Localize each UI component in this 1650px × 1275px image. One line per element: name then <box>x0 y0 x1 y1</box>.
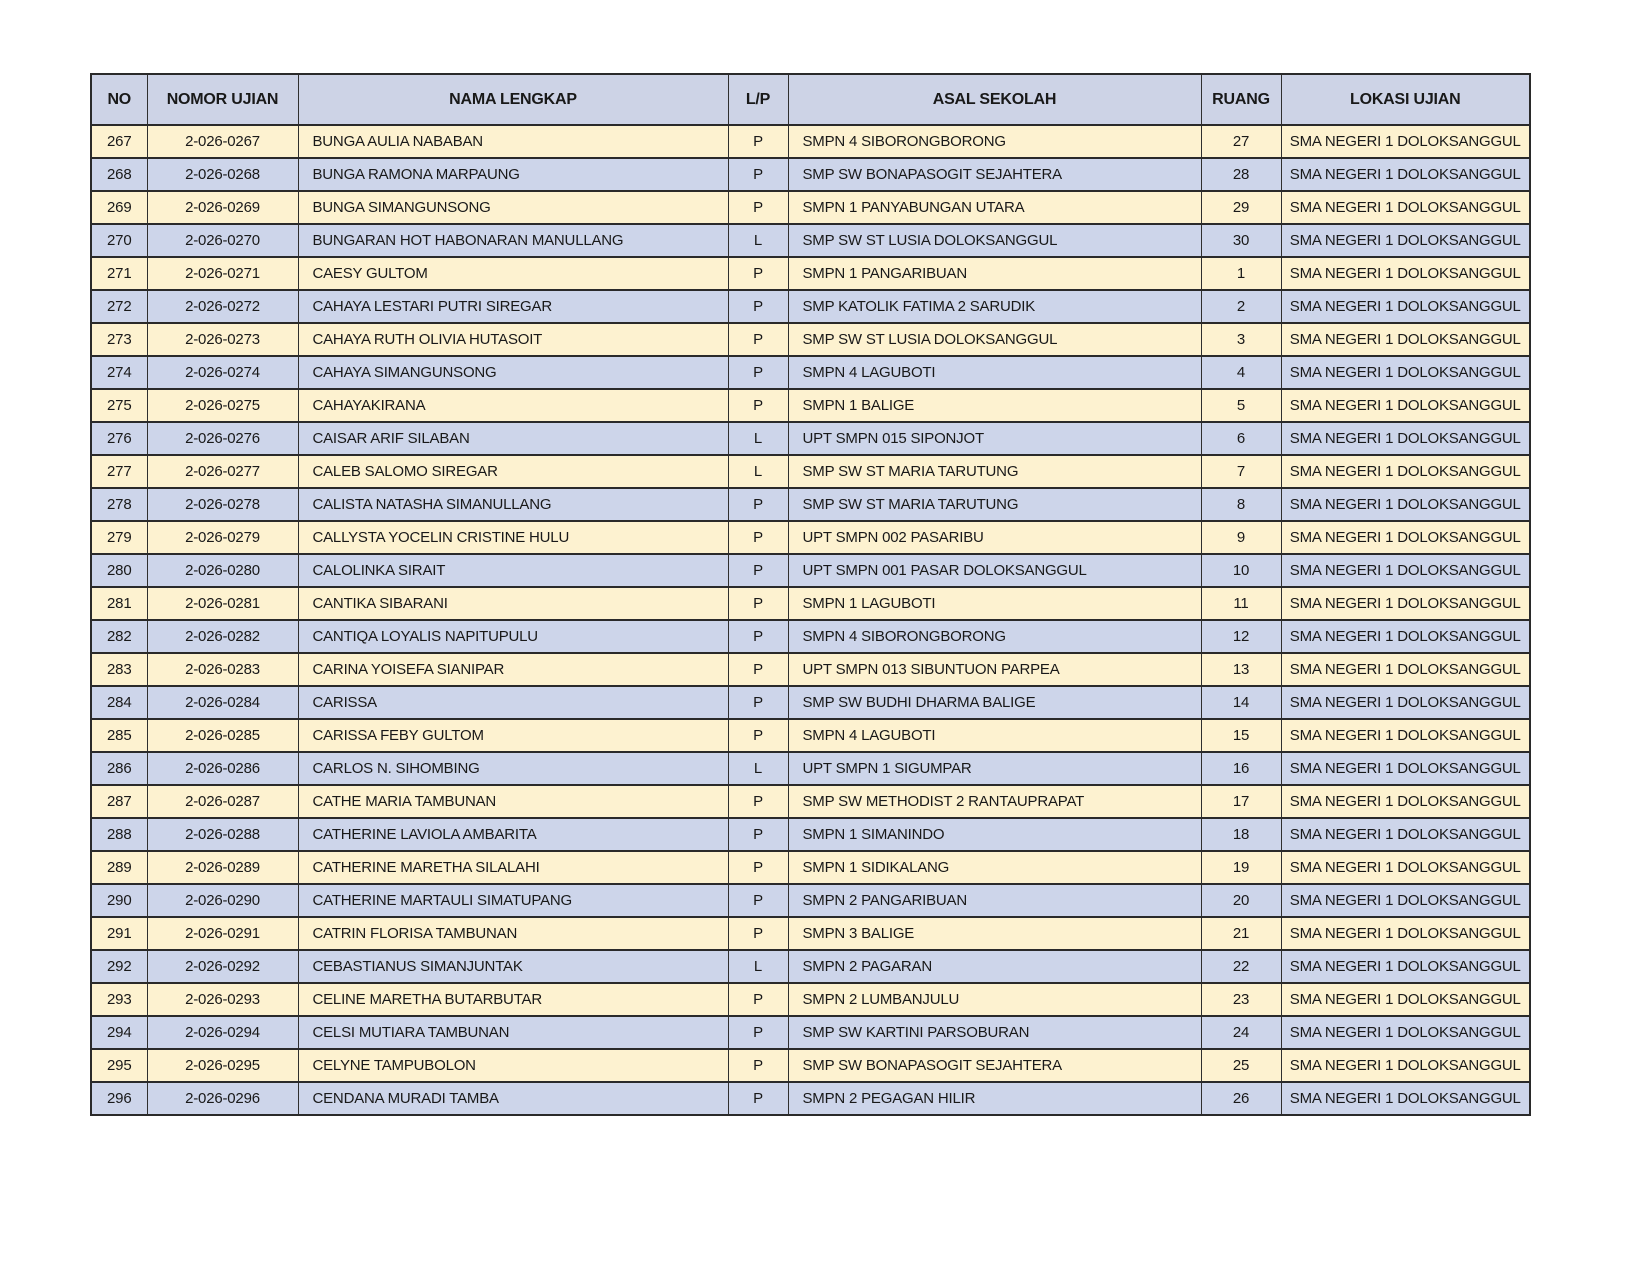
cell-nomor_ujian: 2-026-0274 <box>147 356 298 389</box>
cell-nomor_ujian: 2-026-0279 <box>147 521 298 554</box>
cell-nama_lengkap: CATHERINE MARETHA SILALAHI <box>298 851 728 884</box>
cell-nama_lengkap: CATRIN FLORISA TAMBUNAN <box>298 917 728 950</box>
table-row <box>91 488 1530 521</box>
cell-no: 268 <box>91 158 147 191</box>
cell-lokasi_ujian: SMA NEGERI 1 DOLOKSANGGUL <box>1281 785 1530 818</box>
cell-lp: P <box>728 158 788 191</box>
table-body <box>91 125 1530 1115</box>
cell-lokasi_ujian: SMA NEGERI 1 DOLOKSANGGUL <box>1281 851 1530 884</box>
cell-asal_sekolah: UPT SMPN 015 SIPONJOT <box>788 422 1201 455</box>
cell-ruang: 29 <box>1201 191 1281 224</box>
cell-nama_lengkap: BUNGA RAMONA MARPAUNG <box>298 158 728 191</box>
cell-lp: P <box>728 356 788 389</box>
cell-lp: P <box>728 620 788 653</box>
cell-nomor_ujian: 2-026-0283 <box>147 653 298 686</box>
cell-lp: P <box>728 554 788 587</box>
cell-asal_sekolah: SMPN 1 BALIGE <box>788 389 1201 422</box>
cell-nama_lengkap: CARINA YOISEFA SIANIPAR <box>298 653 728 686</box>
cell-ruang: 8 <box>1201 488 1281 521</box>
cell-ruang: 7 <box>1201 455 1281 488</box>
cell-no: 287 <box>91 785 147 818</box>
cell-ruang: 26 <box>1201 1082 1281 1115</box>
cell-ruang: 6 <box>1201 422 1281 455</box>
cell-nama_lengkap: CELINE MARETHA BUTARBUTAR <box>298 983 728 1016</box>
cell-lp: P <box>728 587 788 620</box>
cell-no: 269 <box>91 191 147 224</box>
cell-ruang: 27 <box>1201 125 1281 158</box>
cell-nomor_ujian: 2-026-0273 <box>147 323 298 356</box>
table-row <box>91 752 1530 785</box>
cell-nama_lengkap: CANTIQA LOYALIS NAPITUPULU <box>298 620 728 653</box>
cell-ruang: 22 <box>1201 950 1281 983</box>
cell-lp: P <box>728 1049 788 1082</box>
cell-nomor_ujian: 2-026-0268 <box>147 158 298 191</box>
cell-lp: P <box>728 818 788 851</box>
cell-asal_sekolah: SMPN 1 SIMANINDO <box>788 818 1201 851</box>
cell-nama_lengkap: CALEB SALOMO SIREGAR <box>298 455 728 488</box>
cell-nomor_ujian: 2-026-0288 <box>147 818 298 851</box>
cell-no: 290 <box>91 884 147 917</box>
table-row <box>91 554 1530 587</box>
cell-no: 267 <box>91 125 147 158</box>
cell-asal_sekolah: SMPN 3 BALIGE <box>788 917 1201 950</box>
cell-lokasi_ujian: SMA NEGERI 1 DOLOKSANGGUL <box>1281 818 1530 851</box>
cell-nomor_ujian: 2-026-0292 <box>147 950 298 983</box>
cell-asal_sekolah: UPT SMPN 013 SIBUNTUON PARPEA <box>788 653 1201 686</box>
cell-no: 293 <box>91 983 147 1016</box>
cell-nama_lengkap: BUNGA SIMANGUNSONG <box>298 191 728 224</box>
table-row <box>91 818 1530 851</box>
cell-lokasi_ujian: SMA NEGERI 1 DOLOKSANGGUL <box>1281 389 1530 422</box>
table-row <box>91 653 1530 686</box>
cell-ruang: 2 <box>1201 290 1281 323</box>
cell-nomor_ujian: 2-026-0272 <box>147 290 298 323</box>
cell-lokasi_ujian: SMA NEGERI 1 DOLOKSANGGUL <box>1281 719 1530 752</box>
table-row <box>91 686 1530 719</box>
cell-lokasi_ujian: SMA NEGERI 1 DOLOKSANGGUL <box>1281 950 1530 983</box>
cell-ruang: 13 <box>1201 653 1281 686</box>
cell-asal_sekolah: SMPN 4 LAGUBOTI <box>788 356 1201 389</box>
cell-lp: P <box>728 917 788 950</box>
cell-ruang: 1 <box>1201 257 1281 290</box>
cell-lp: P <box>728 719 788 752</box>
cell-no: 280 <box>91 554 147 587</box>
cell-ruang: 15 <box>1201 719 1281 752</box>
cell-nama_lengkap: CALISTA NATASHA SIMANULLANG <box>298 488 728 521</box>
cell-nomor_ujian: 2-026-0286 <box>147 752 298 785</box>
cell-asal_sekolah: SMP SW BONAPASOGIT SEJAHTERA <box>788 1049 1201 1082</box>
cell-nomor_ujian: 2-026-0296 <box>147 1082 298 1115</box>
cell-ruang: 11 <box>1201 587 1281 620</box>
cell-nama_lengkap: BUNGARAN HOT HABONARAN MANULLANG <box>298 224 728 257</box>
cell-no: 279 <box>91 521 147 554</box>
cell-nama_lengkap: CAHAYA SIMANGUNSONG <box>298 356 728 389</box>
table-row <box>91 158 1530 191</box>
cell-nomor_ujian: 2-026-0269 <box>147 191 298 224</box>
cell-lp: P <box>728 389 788 422</box>
cell-nomor_ujian: 2-026-0276 <box>147 422 298 455</box>
cell-nama_lengkap: CAHAYA LESTARI PUTRI SIREGAR <box>298 290 728 323</box>
cell-ruang: 19 <box>1201 851 1281 884</box>
cell-lokasi_ujian: SMA NEGERI 1 DOLOKSANGGUL <box>1281 488 1530 521</box>
cell-lokasi_ujian: SMA NEGERI 1 DOLOKSANGGUL <box>1281 422 1530 455</box>
cell-no: 285 <box>91 719 147 752</box>
cell-asal_sekolah: SMP SW BUDHI DHARMA BALIGE <box>788 686 1201 719</box>
cell-asal_sekolah: SMP SW KARTINI PARSOBURAN <box>788 1016 1201 1049</box>
cell-nomor_ujian: 2-026-0289 <box>147 851 298 884</box>
cell-lp: P <box>728 125 788 158</box>
cell-nama_lengkap: CAESY GULTOM <box>298 257 728 290</box>
cell-nama_lengkap: CENDANA MURADI TAMBA <box>298 1082 728 1115</box>
table-row <box>91 521 1530 554</box>
cell-lp: P <box>728 983 788 1016</box>
cell-no: 274 <box>91 356 147 389</box>
cell-lp: P <box>728 851 788 884</box>
cell-asal_sekolah: SMPN 4 SIBORONGBORONG <box>788 620 1201 653</box>
cell-ruang: 28 <box>1201 158 1281 191</box>
cell-asal_sekolah: SMPN 2 PANGARIBUAN <box>788 884 1201 917</box>
cell-no: 276 <box>91 422 147 455</box>
table-row <box>91 1016 1530 1049</box>
cell-ruang: 17 <box>1201 785 1281 818</box>
cell-ruang: 23 <box>1201 983 1281 1016</box>
table-row <box>91 1049 1530 1082</box>
cell-lp: P <box>728 290 788 323</box>
cell-no: 288 <box>91 818 147 851</box>
cell-lp: P <box>728 884 788 917</box>
column-header-nomor_ujian: NOMOR UJIAN <box>147 74 298 125</box>
cell-ruang: 3 <box>1201 323 1281 356</box>
cell-no: 273 <box>91 323 147 356</box>
cell-nomor_ujian: 2-026-0275 <box>147 389 298 422</box>
cell-lokasi_ujian: SMA NEGERI 1 DOLOKSANGGUL <box>1281 1049 1530 1082</box>
table-row <box>91 125 1530 158</box>
cell-lokasi_ujian: SMA NEGERI 1 DOLOKSANGGUL <box>1281 323 1530 356</box>
cell-no: 275 <box>91 389 147 422</box>
cell-nomor_ujian: 2-026-0278 <box>147 488 298 521</box>
cell-nomor_ujian: 2-026-0284 <box>147 686 298 719</box>
cell-nomor_ujian: 2-026-0290 <box>147 884 298 917</box>
cell-asal_sekolah: UPT SMPN 002 PASARIBU <box>788 521 1201 554</box>
cell-no: 289 <box>91 851 147 884</box>
cell-no: 270 <box>91 224 147 257</box>
cell-nama_lengkap: CELSI MUTIARA TAMBUNAN <box>298 1016 728 1049</box>
cell-nomor_ujian: 2-026-0282 <box>147 620 298 653</box>
cell-ruang: 16 <box>1201 752 1281 785</box>
cell-nama_lengkap: CALLYSTA YOCELIN CRISTINE HULU <box>298 521 728 554</box>
cell-lokasi_ujian: SMA NEGERI 1 DOLOKSANGGUL <box>1281 158 1530 191</box>
column-header-lp: L/P <box>728 74 788 125</box>
cell-no: 277 <box>91 455 147 488</box>
cell-lp: P <box>728 1016 788 1049</box>
cell-no: 292 <box>91 950 147 983</box>
cell-asal_sekolah: SMPN 4 LAGUBOTI <box>788 719 1201 752</box>
cell-nomor_ujian: 2-026-0291 <box>147 917 298 950</box>
cell-asal_sekolah: SMPN 2 PAGARAN <box>788 950 1201 983</box>
cell-lp: P <box>728 653 788 686</box>
cell-nama_lengkap: CANTIKA SIBARANI <box>298 587 728 620</box>
cell-lp: L <box>728 950 788 983</box>
table-row <box>91 785 1530 818</box>
cell-no: 286 <box>91 752 147 785</box>
cell-lokasi_ujian: SMA NEGERI 1 DOLOKSANGGUL <box>1281 587 1530 620</box>
table-row <box>91 719 1530 752</box>
cell-no: 283 <box>91 653 147 686</box>
cell-lp: P <box>728 521 788 554</box>
cell-ruang: 12 <box>1201 620 1281 653</box>
cell-nomor_ujian: 2-026-0293 <box>147 983 298 1016</box>
cell-lokasi_ujian: SMA NEGERI 1 DOLOKSANGGUL <box>1281 620 1530 653</box>
cell-no: 291 <box>91 917 147 950</box>
cell-lokasi_ujian: SMA NEGERI 1 DOLOKSANGGUL <box>1281 653 1530 686</box>
cell-lp: P <box>728 257 788 290</box>
cell-asal_sekolah: SMP SW BONAPASOGIT SEJAHTERA <box>788 158 1201 191</box>
cell-nomor_ujian: 2-026-0267 <box>147 125 298 158</box>
table-row <box>91 455 1530 488</box>
cell-nomor_ujian: 2-026-0295 <box>147 1049 298 1082</box>
cell-ruang: 21 <box>1201 917 1281 950</box>
cell-lokasi_ujian: SMA NEGERI 1 DOLOKSANGGUL <box>1281 224 1530 257</box>
cell-nama_lengkap: CELYNE TAMPUBOLON <box>298 1049 728 1082</box>
cell-asal_sekolah: SMP SW ST LUSIA DOLOKSANGGUL <box>788 323 1201 356</box>
cell-lp: L <box>728 224 788 257</box>
column-header-lokasi_ujian: LOKASI UJIAN <box>1281 74 1530 125</box>
cell-asal_sekolah: SMP KATOLIK FATIMA 2 SARUDIK <box>788 290 1201 323</box>
cell-lokasi_ujian: SMA NEGERI 1 DOLOKSANGGUL <box>1281 752 1530 785</box>
column-header-nama_lengkap: NAMA LENGKAP <box>298 74 728 125</box>
cell-nomor_ujian: 2-026-0294 <box>147 1016 298 1049</box>
cell-nama_lengkap: CATHE MARIA TAMBUNAN <box>298 785 728 818</box>
cell-ruang: 4 <box>1201 356 1281 389</box>
cell-no: 271 <box>91 257 147 290</box>
table-row <box>91 587 1530 620</box>
cell-lp: P <box>728 686 788 719</box>
cell-no: 278 <box>91 488 147 521</box>
cell-no: 294 <box>91 1016 147 1049</box>
cell-asal_sekolah: SMPN 1 PANGARIBUAN <box>788 257 1201 290</box>
table-row <box>91 620 1530 653</box>
cell-lp: P <box>728 785 788 818</box>
cell-lokasi_ujian: SMA NEGERI 1 DOLOKSANGGUL <box>1281 125 1530 158</box>
cell-ruang: 10 <box>1201 554 1281 587</box>
cell-no: 281 <box>91 587 147 620</box>
cell-ruang: 20 <box>1201 884 1281 917</box>
table-row <box>91 290 1530 323</box>
cell-lokasi_ujian: SMA NEGERI 1 DOLOKSANGGUL <box>1281 1016 1530 1049</box>
cell-nama_lengkap: CAHAYAKIRANA <box>298 389 728 422</box>
cell-lokasi_ujian: SMA NEGERI 1 DOLOKSANGGUL <box>1281 356 1530 389</box>
column-header-no: NO <box>91 74 147 125</box>
cell-nama_lengkap: CAISAR ARIF SILABAN <box>298 422 728 455</box>
column-header-asal_sekolah: ASAL SEKOLAH <box>788 74 1201 125</box>
cell-ruang: 14 <box>1201 686 1281 719</box>
exam-participants-table <box>90 73 1531 1116</box>
table-row <box>91 917 1530 950</box>
cell-nama_lengkap: CEBASTIANUS SIMANJUNTAK <box>298 950 728 983</box>
cell-no: 284 <box>91 686 147 719</box>
cell-asal_sekolah: SMPN 2 LUMBANJULU <box>788 983 1201 1016</box>
cell-ruang: 5 <box>1201 389 1281 422</box>
table-row <box>91 884 1530 917</box>
cell-nama_lengkap: CATHERINE LAVIOLA AMBARITA <box>298 818 728 851</box>
cell-asal_sekolah: SMPN 4 SIBORONGBORONG <box>788 125 1201 158</box>
table-row <box>91 983 1530 1016</box>
cell-asal_sekolah: SMPN 2 PEGAGAN HILIR <box>788 1082 1201 1115</box>
table-row <box>91 851 1530 884</box>
cell-lp: L <box>728 455 788 488</box>
cell-lokasi_ujian: SMA NEGERI 1 DOLOKSANGGUL <box>1281 983 1530 1016</box>
cell-ruang: 25 <box>1201 1049 1281 1082</box>
cell-no: 295 <box>91 1049 147 1082</box>
cell-nama_lengkap: CATHERINE MARTAULI SIMATUPANG <box>298 884 728 917</box>
cell-asal_sekolah: SMP SW METHODIST 2 RANTAUPRAPAT <box>788 785 1201 818</box>
table-row <box>91 356 1530 389</box>
cell-lokasi_ujian: SMA NEGERI 1 DOLOKSANGGUL <box>1281 521 1530 554</box>
cell-lp: P <box>728 1082 788 1115</box>
cell-lokasi_ujian: SMA NEGERI 1 DOLOKSANGGUL <box>1281 884 1530 917</box>
cell-nomor_ujian: 2-026-0270 <box>147 224 298 257</box>
cell-ruang: 9 <box>1201 521 1281 554</box>
cell-nama_lengkap: BUNGA AULIA NABABAN <box>298 125 728 158</box>
table-row <box>91 950 1530 983</box>
cell-lp: L <box>728 752 788 785</box>
cell-asal_sekolah: SMP SW ST LUSIA DOLOKSANGGUL <box>788 224 1201 257</box>
cell-ruang: 18 <box>1201 818 1281 851</box>
cell-asal_sekolah: SMP SW ST MARIA TARUTUNG <box>788 455 1201 488</box>
table-row <box>91 191 1530 224</box>
cell-lp: P <box>728 191 788 224</box>
cell-asal_sekolah: SMPN 1 PANYABUNGAN UTARA <box>788 191 1201 224</box>
cell-nomor_ujian: 2-026-0287 <box>147 785 298 818</box>
cell-asal_sekolah: SMPN 1 LAGUBOTI <box>788 587 1201 620</box>
cell-asal_sekolah: UPT SMPN 1 SIGUMPAR <box>788 752 1201 785</box>
cell-asal_sekolah: SMPN 1 SIDIKALANG <box>788 851 1201 884</box>
cell-nomor_ujian: 2-026-0271 <box>147 257 298 290</box>
cell-no: 296 <box>91 1082 147 1115</box>
cell-asal_sekolah: UPT SMPN 001 PASAR DOLOKSANGGUL <box>788 554 1201 587</box>
cell-nomor_ujian: 2-026-0285 <box>147 719 298 752</box>
cell-nama_lengkap: CARISSA <box>298 686 728 719</box>
cell-nama_lengkap: CALOLINKA SIRAIT <box>298 554 728 587</box>
cell-nomor_ujian: 2-026-0281 <box>147 587 298 620</box>
cell-nomor_ujian: 2-026-0280 <box>147 554 298 587</box>
cell-nomor_ujian: 2-026-0277 <box>147 455 298 488</box>
cell-no: 272 <box>91 290 147 323</box>
cell-lokasi_ujian: SMA NEGERI 1 DOLOKSANGGUL <box>1281 917 1530 950</box>
table-row <box>91 389 1530 422</box>
table-row <box>91 323 1530 356</box>
cell-no: 282 <box>91 620 147 653</box>
cell-nama_lengkap: CARISSA FEBY GULTOM <box>298 719 728 752</box>
cell-lp: P <box>728 488 788 521</box>
cell-lokasi_ujian: SMA NEGERI 1 DOLOKSANGGUL <box>1281 455 1530 488</box>
cell-nama_lengkap: CARLOS N. SIHOMBING <box>298 752 728 785</box>
table-row <box>91 257 1530 290</box>
cell-lokasi_ujian: SMA NEGERI 1 DOLOKSANGGUL <box>1281 554 1530 587</box>
cell-asal_sekolah: SMP SW ST MARIA TARUTUNG <box>788 488 1201 521</box>
cell-lokasi_ujian: SMA NEGERI 1 DOLOKSANGGUL <box>1281 191 1530 224</box>
cell-lp: P <box>728 323 788 356</box>
table-row <box>91 224 1530 257</box>
cell-lokasi_ujian: SMA NEGERI 1 DOLOKSANGGUL <box>1281 290 1530 323</box>
cell-lp: L <box>728 422 788 455</box>
cell-nama_lengkap: CAHAYA RUTH OLIVIA HUTASOIT <box>298 323 728 356</box>
table-row <box>91 422 1530 455</box>
cell-lokasi_ujian: SMA NEGERI 1 DOLOKSANGGUL <box>1281 257 1530 290</box>
cell-ruang: 30 <box>1201 224 1281 257</box>
header-row <box>91 74 1530 125</box>
cell-ruang: 24 <box>1201 1016 1281 1049</box>
cell-lokasi_ujian: SMA NEGERI 1 DOLOKSANGGUL <box>1281 686 1530 719</box>
table-row <box>91 1082 1530 1115</box>
cell-lokasi_ujian: SMA NEGERI 1 DOLOKSANGGUL <box>1281 1082 1530 1115</box>
column-header-ruang: RUANG <box>1201 74 1281 125</box>
